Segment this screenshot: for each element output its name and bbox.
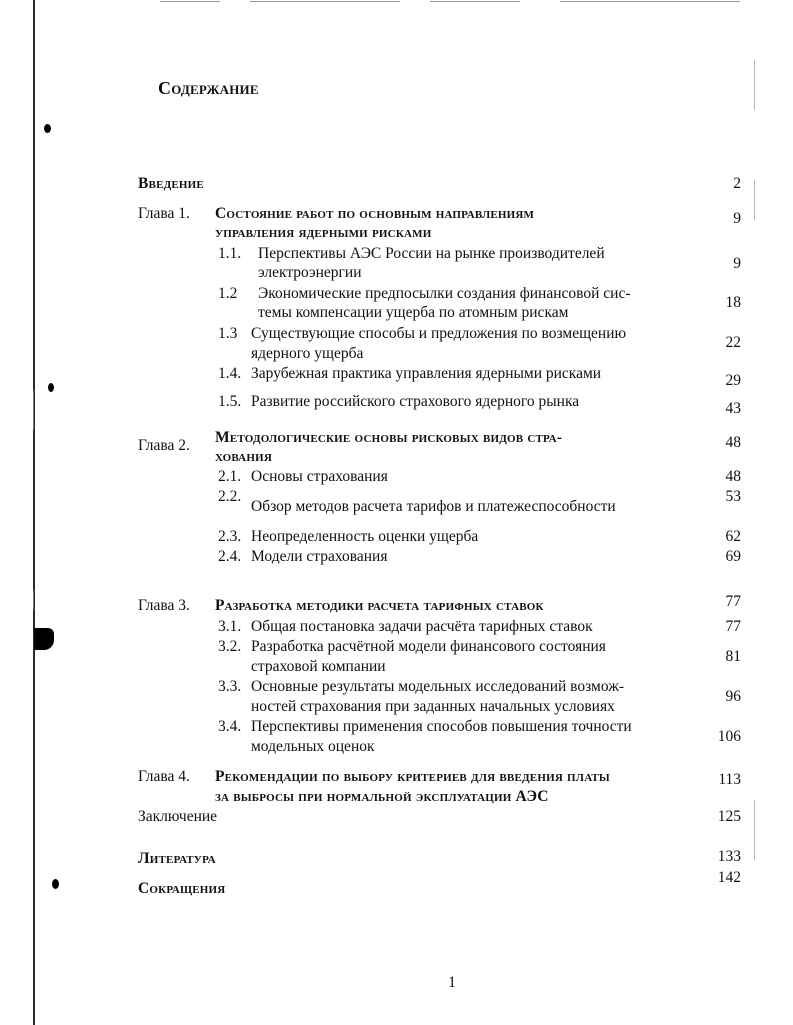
section-title: Перспективы АЭС России на рынке производителей xyxy=(258,245,605,262)
section-title: модельных оценок xyxy=(251,738,375,755)
section-title: ядерного ущерба xyxy=(251,345,364,362)
scan-edge-top xyxy=(160,1,220,2)
section-title: Перспективы применения способов повышения точности xyxy=(251,718,632,735)
section-page: 18 xyxy=(725,294,741,311)
chapter-page: 9 xyxy=(733,210,741,227)
scan-edge-top xyxy=(560,1,740,2)
chapter-title: управления ядерными рисками xyxy=(215,224,432,241)
section-number: 3.4. xyxy=(218,718,242,735)
section-page: 22 xyxy=(725,334,741,351)
toc-intro-page: 2 xyxy=(733,175,741,192)
section-title: ностей страхования при заданных начальных условиях xyxy=(251,698,615,715)
section-number: 1.5. xyxy=(218,393,242,410)
punch-hole-mark xyxy=(48,383,54,392)
section-title: Модели страхования xyxy=(251,548,388,565)
section-number: 1.4. xyxy=(218,365,242,382)
section-title: Разработка расчётной модели финансового состояния xyxy=(251,638,606,655)
section-title: темы компенсации ущерба по атомным рискам xyxy=(258,304,569,321)
chapter-page: 77 xyxy=(725,593,741,610)
section-number: 2.3. xyxy=(218,528,242,545)
page-title: Содержание xyxy=(158,78,259,98)
chapter-label: Глава 3. xyxy=(138,597,190,614)
scan-edge-right xyxy=(754,180,755,220)
section-page: 9 xyxy=(733,255,741,272)
chapter-page: 113 xyxy=(718,771,741,788)
scan-edge-top xyxy=(250,1,400,2)
toc-conclusion-page: 125 xyxy=(717,808,741,825)
chapter-title: Рекомендации по выбору критериев для введения платы xyxy=(215,768,610,785)
chapter-title: за выбросы при нормальной эксплуатации АЭС xyxy=(215,788,549,805)
section-number: 2.1. xyxy=(218,468,242,485)
section-number: 3.3. xyxy=(218,678,242,695)
section-page: 106 xyxy=(717,728,741,745)
section-title: Существующие способы и предложения по возмещению xyxy=(251,325,627,342)
section-page: 69 xyxy=(725,548,741,565)
chapter-title: Состояние работ по основным направлениям xyxy=(215,205,535,222)
section-page: 43 xyxy=(725,400,741,417)
section-number: 1.2 xyxy=(218,285,238,302)
section-page: 29 xyxy=(725,372,741,389)
section-number: 3.1. xyxy=(218,618,242,635)
scan-edge-left xyxy=(33,0,35,1025)
section-page: 53 xyxy=(725,488,741,505)
section-page: 96 xyxy=(725,688,741,705)
scan-edge-top xyxy=(430,1,520,2)
chapter-label: Глава 2. xyxy=(138,437,190,454)
section-title: Обзор методов расчета тарифов и платежеспособности xyxy=(251,498,616,515)
section-title: Неопределенность оценки ущерба xyxy=(251,528,479,545)
chapter-label: Глава 1. xyxy=(138,205,190,222)
section-page: 62 xyxy=(725,528,741,545)
scan-mark xyxy=(33,590,34,610)
toc-abbreviations-title: Сокращения xyxy=(138,880,226,897)
section-title: Основные результаты модельных исследований возмож- xyxy=(251,678,625,695)
section-page: 77 xyxy=(725,618,741,635)
toc-intro-title: Введение xyxy=(138,175,204,192)
chapter-title: Разработка методики расчета тарифных ставок xyxy=(215,597,544,614)
section-title: Общая постановка задачи расчёта тарифных ставок xyxy=(251,618,593,635)
chapter-title: Методологические основы рисковых видов стра- xyxy=(215,429,563,446)
section-number: 2.4. xyxy=(218,548,242,565)
section-number: 3.2. xyxy=(218,638,242,655)
section-title: Зарубежная практика управления ядерными рисками xyxy=(251,365,602,382)
scan-edge-right xyxy=(754,60,755,110)
punch-hole-mark xyxy=(52,879,59,889)
section-number: 1.3 xyxy=(218,325,238,342)
chapter-title: хования xyxy=(215,448,272,465)
section-title: Основы страхования xyxy=(251,468,388,485)
scan-mark xyxy=(33,390,34,430)
page-number: 1 xyxy=(448,974,456,991)
section-number: 1.1. xyxy=(218,245,242,262)
toc-literature-page: 133 xyxy=(717,848,741,865)
punch-hole-mark xyxy=(44,124,51,133)
section-title: Экономические предпосылки создания финансовой сис- xyxy=(258,285,631,302)
section-title: Развитие российского страхового ядерного рынка xyxy=(251,393,580,410)
toc-literature-title: Литература xyxy=(138,850,216,867)
toc-conclusion-title: Заключение xyxy=(138,808,218,825)
section-title: страховой компании xyxy=(251,658,386,675)
section-page: 81 xyxy=(725,648,741,665)
section-number: 2.2. xyxy=(218,488,242,505)
toc-abbreviations-page: 142 xyxy=(717,869,741,886)
scan-edge-right xyxy=(754,800,755,860)
chapter-page: 48 xyxy=(725,434,741,451)
punch-hole-mark xyxy=(34,628,54,650)
chapter-label: Глава 4. xyxy=(138,768,190,785)
section-page: 48 xyxy=(725,468,741,485)
section-title: электроэнергии xyxy=(258,264,362,281)
